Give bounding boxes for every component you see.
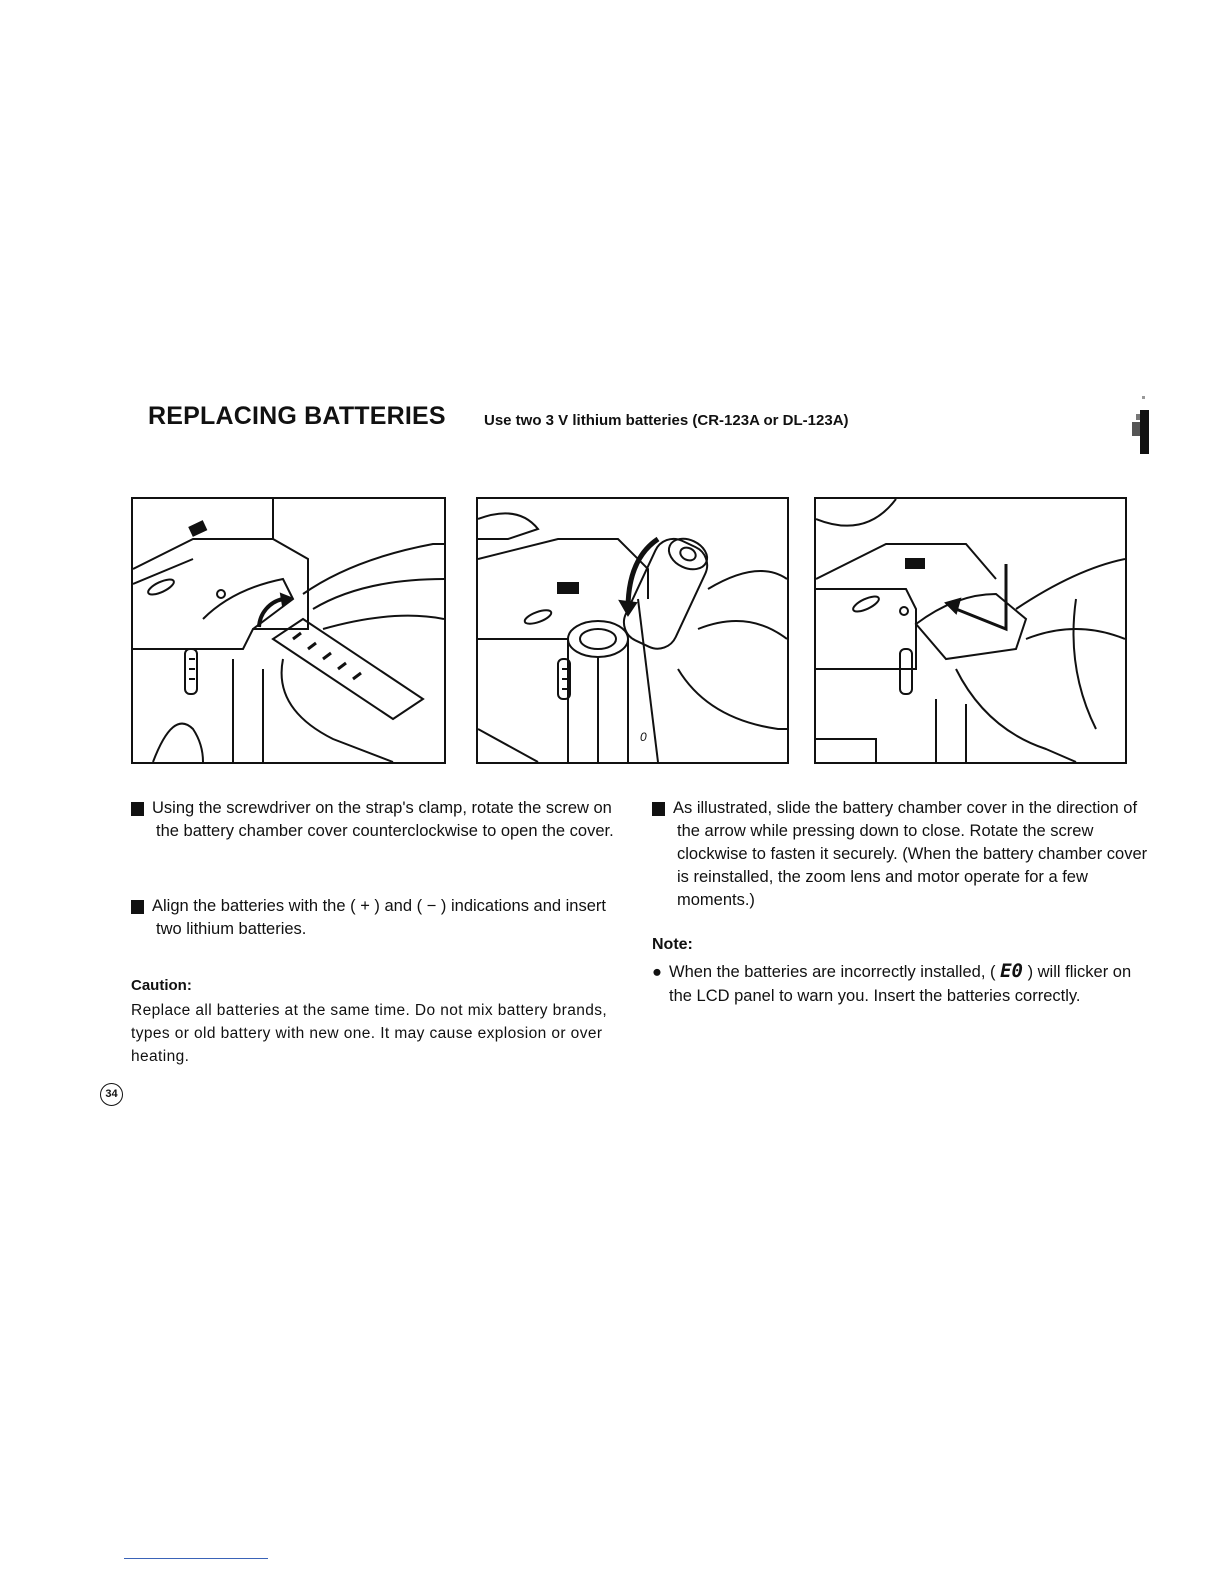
note-text-after: ) will flicker on the LCD panel to warn you. Insert the batteries correctly. <box>669 963 1132 1005</box>
step-text: Using the screwdriver on the strap's clamp, rotate the screw on the battery chamber cover counterclockwise to open the cover. <box>152 799 614 840</box>
step-3 <box>643 797 1157 912</box>
lcd-error-symbol: E0 <box>1000 960 1023 982</box>
step-number-badge: 3 <box>652 802 665 816</box>
page-number: 34 <box>100 1083 123 1106</box>
page-title: REPLACING BATTERIES <box>148 402 446 430</box>
footer-rule <box>124 1558 268 1559</box>
step-2 <box>122 895 636 941</box>
illustration-close-cover <box>814 497 1127 764</box>
step-1 <box>122 797 636 843</box>
figure-label: 0 <box>640 730 647 744</box>
illustration-insert-batteries <box>476 497 789 764</box>
thumb-tab-mark <box>1120 392 1150 456</box>
step-text: Align the batteries with the ( + ) and ( − ) indications and insert two lithium batteries. <box>152 897 606 938</box>
caution-heading: Caution: <box>131 977 192 994</box>
step-number-badge: 1 <box>131 802 144 816</box>
battery-type-subtitle: Use two 3 V lithium batteries (CR-123A or DL-123A) <box>484 412 849 429</box>
bullet-icon: ● <box>652 963 662 981</box>
note-item <box>652 959 1149 1008</box>
step-number-badge: 2 <box>131 900 144 914</box>
note-text-before: When the batteries are incorrectly installed, ( <box>669 963 996 981</box>
step-text: As illustrated, slide the battery chamber cover in the direction of the arrow while pressing down to close. Rotate the screw clockwise to fasten it securely. (When the battery chamber cover is reinstalled, the zoom lens and motor operate for a few moments.) <box>673 799 1148 909</box>
caution-text: Replace all batteries at the same time. Do not mix battery brands, types or old battery with new one. It may cause explosion or over heating. <box>131 1002 608 1065</box>
illustration-open-cover <box>131 497 446 764</box>
note-heading: Note: <box>652 936 693 953</box>
